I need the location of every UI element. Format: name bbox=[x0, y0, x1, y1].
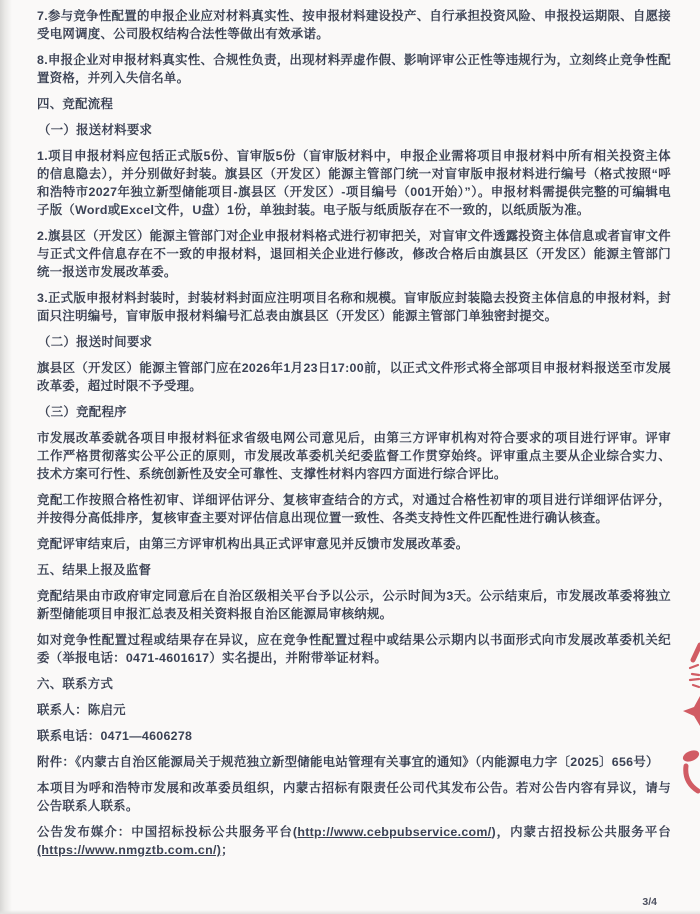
section-subheading: （一）报送材料要求 bbox=[38, 123, 153, 137]
section-heading: 五、结果上报及监督 bbox=[37, 563, 152, 577]
paragraph: 市发展改革委就各项目申报材料征求省级电网公司意见后，由第三方评审机构对符合要求的项目进行评审。评审工作严格贯彻落实公平公正的原则，市发展改革委机关纪委监督工作贯穿始终。评审重点主要从企业综合实力、技术方案可行性、系统创新性及安全可靠性、支撑性材料内容四方面进行综合评比。 bbox=[37, 431, 671, 481]
section-heading: 六、联系方式 bbox=[37, 677, 114, 691]
paragraph: 旗县区（开发区）能源主管部门应在2026年1月23日17:00前，以正式文件形式将全部项目申报材料报送至市发展改革委，超过时限不予受理。 bbox=[37, 361, 671, 393]
paragraph: 联系人：陈启元 bbox=[37, 703, 126, 717]
section-heading: 四、竞配流程 bbox=[37, 97, 114, 111]
paragraph: 8.申报企业对申报材料真实性、合规性负责，出现材料弄虚作假、影响评审公正性等违规行为，立刻终止竞争性配置资格，并列入失信名单。 bbox=[37, 53, 671, 85]
text-segment: )，内蒙古招投标公共服务平台 bbox=[491, 825, 671, 839]
paragraph: 3.正式版申报材料封装时，封装材料封面应注明项目名称和规模。盲审版应封装隐去投资主体信息的申报材料，封面只注明编号，盲审版申报材料编号汇总表由旗县区（开发区）能源主管部门单独密封提交。 bbox=[37, 291, 671, 323]
paragraph bbox=[37, 823, 671, 859]
text-segment: 公告发布媒介：中国招标投标公共服务平台( bbox=[37, 825, 298, 839]
page-number: 3/4 bbox=[642, 896, 657, 908]
link-url[interactable]: http://www.cebpubservice.com/ bbox=[297, 825, 492, 839]
scan-edge-left bbox=[0, 0, 12, 914]
paragraph: 竞配结果由市政府审定同意后在自治区级相关平台予以公示，公示时间为3天。公示结束后，市发展改革委将独立新型储能项目申报汇总表及相关资料报自治区能源局审核纳规。 bbox=[37, 589, 671, 621]
text-segment: ； bbox=[221, 843, 234, 857]
section-subheading: （三）竞配程序 bbox=[38, 405, 127, 419]
paragraph: 7.参与竞争性配置的申报企业应对材料真实性、按申报材料建设投产、自行承担投资风险、申报投运期限、自愿接受电网调度、公司股权结构合法性等做出有效承诺。 bbox=[37, 9, 671, 41]
section-subheading: （二）报送时间要求 bbox=[38, 335, 153, 349]
paragraph: 竞配评审结束后，由第三方评审机构出具正式评审意见并反馈市发展改革委。 bbox=[37, 537, 469, 551]
document-body bbox=[37, 7, 671, 859]
paragraph: 竞配工作按照合格性初审、详细评估评分、复核审查结合的方式，对通过合格性初审的项目进行详细评估评分，并按得分高低排序，复核审查主要对评估信息出现位置一致性、各类支持性文件匹配性进行确认核查。 bbox=[37, 493, 671, 525]
paragraph: 联系电话：0471—4606278 bbox=[37, 729, 193, 743]
link-url[interactable]: (https://www.nmgztb.com.cn/) bbox=[37, 843, 222, 857]
paragraph: 本项目为呼和浩特市发展和改革委员组织，内蒙古招标有限责任公司代其发布公告。若对公告内容有异议，请与公告联系人联系。 bbox=[37, 781, 671, 813]
paragraph: 附件：《内蒙古自治区能源局关于规范独立新型储能电站管理有关事宜的通知》（内能源电力字〔2025〕656号） bbox=[37, 755, 659, 769]
paragraph: 2.旗县区（开发区）能源主管部门对企业申报材料格式进行初审把关，对盲审文件透露投资主体信息或者盲审文件与正式文件信息存在不一致的申报材料，退回相关企业进行修改，修改合格后由旗县区（开发区）能源主管部门统一报送市发展改革委。 bbox=[37, 229, 671, 279]
paragraph: 1.项目申报材料应包括正式版5份、盲审版5份（盲审版材料中，申报企业需将项目申报材料中所有相关投资主体的信息隐去），并分别做好封装。旗县区（开发区）能源主管部门统一对盲审版申报材料进行编号（格式按照“呼和浩特市2027年独立新型储能项目-旗县区（开发区）-项目编号（001开始）”）。申报材料需提供完整的可编辑电子版（Word或Excel文件，U盘）1份，单独封装。电子版与纸质版存在不一致的，以纸质版为准。 bbox=[37, 149, 671, 217]
paragraph: 如对竞争性配置过程或结果存在异议，应在竞争性配置过程中或结果公示期内以书面形式向市发展改革委机关纪委（举报电话：0471-4601617）实名提出，并附带举证材料。 bbox=[37, 633, 671, 665]
scan-edge-bottom bbox=[0, 910, 700, 914]
red-seal-stamp-icon bbox=[676, 632, 700, 794]
